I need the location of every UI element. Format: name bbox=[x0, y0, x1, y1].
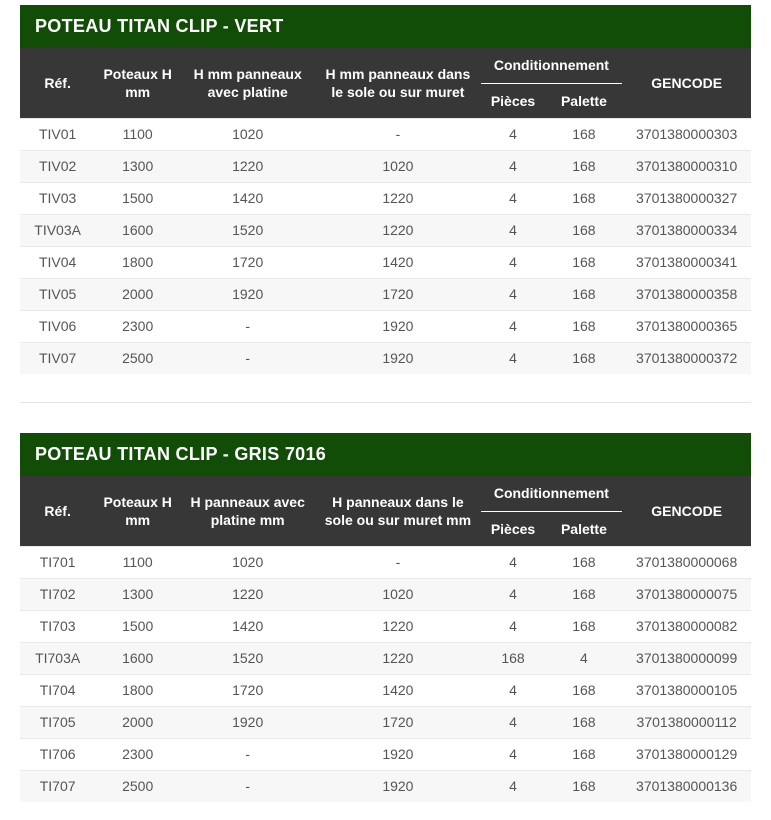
cell-poteaux-h: 1100 bbox=[122, 126, 153, 142]
cell-panneaux-sole: 1220 bbox=[382, 222, 414, 238]
cell-ref: TI707 bbox=[39, 778, 76, 795]
cell-poteaux-h: 1300 bbox=[122, 586, 154, 602]
cell-panneaux-platine: 1520 bbox=[232, 650, 264, 666]
cell-pieces: 4 bbox=[509, 318, 517, 334]
cell-palette: 168 bbox=[572, 778, 596, 795]
cell-palette: 168 bbox=[572, 126, 596, 142]
table-row bbox=[20, 642, 751, 674]
cell-pieces: 4 bbox=[509, 190, 517, 206]
cell-poteaux-h: 1800 bbox=[122, 254, 154, 270]
column-header-panneaux-sole: H mm panneaux dans le sole ou sur muret bbox=[315, 48, 480, 118]
cell-gencode: 3701380000068 bbox=[636, 554, 738, 570]
table-row bbox=[20, 214, 751, 246]
cell-palette: 168 bbox=[572, 682, 596, 698]
cell-pieces: 4 bbox=[509, 586, 517, 602]
table-body bbox=[20, 546, 751, 802]
table-row bbox=[20, 706, 751, 738]
cell-ref: TI701 bbox=[39, 554, 76, 570]
column-header-panneaux-platine: H mm panneaux avec platine bbox=[180, 48, 315, 118]
cell-panneaux-sole: 1920 bbox=[382, 350, 414, 367]
cell-poteaux-h: 1500 bbox=[122, 618, 154, 634]
table-body bbox=[20, 118, 751, 374]
cell-panneaux-platine: 1420 bbox=[232, 190, 264, 206]
cell-palette: 168 bbox=[572, 350, 596, 367]
cell-pieces: 4 bbox=[509, 158, 517, 174]
cell-panneaux-sole: - bbox=[395, 554, 401, 570]
cell-panneaux-platine: 1920 bbox=[232, 286, 264, 302]
column-header-gencode: GENCODE bbox=[622, 476, 751, 546]
cell-gencode: 3701380000334 bbox=[636, 222, 738, 238]
cell-ref: TIV05 bbox=[38, 286, 77, 302]
cell-gencode: 3701380000310 bbox=[636, 158, 738, 174]
cell-palette: 168 bbox=[572, 222, 596, 238]
table-row bbox=[20, 150, 751, 182]
cell-palette: 168 bbox=[572, 318, 596, 334]
cell-panneaux-platine: 1720 bbox=[232, 254, 264, 270]
cell-panneaux-platine: - bbox=[245, 318, 251, 334]
cell-gencode: 3701380000327 bbox=[636, 190, 738, 206]
column-header-gencode: GENCODE bbox=[622, 48, 751, 118]
cell-ref: TIV07 bbox=[38, 350, 77, 367]
column-header-conditionnement: Conditionnement bbox=[481, 476, 623, 511]
cell-gencode: 3701380000105 bbox=[636, 682, 738, 698]
cell-ref: TIV04 bbox=[38, 254, 77, 270]
cell-gencode: 3701380000082 bbox=[636, 618, 738, 634]
cell-palette: 168 bbox=[572, 618, 596, 634]
cell-gencode: 3701380000099 bbox=[636, 650, 738, 666]
cell-panneaux-sole: - bbox=[395, 126, 401, 142]
column-header-poteaux-h: Poteaux H mm bbox=[95, 48, 180, 118]
cell-poteaux-h: 1100 bbox=[122, 554, 153, 570]
cell-panneaux-platine: 1520 bbox=[232, 222, 264, 238]
cell-panneaux-platine: 1220 bbox=[232, 158, 264, 174]
cell-palette: 168 bbox=[572, 714, 596, 730]
cell-ref: TI703A bbox=[35, 650, 81, 666]
spec-table-gris-7016 bbox=[20, 476, 751, 802]
cell-ref: TI705 bbox=[39, 714, 76, 730]
cell-gencode: 3701380000303 bbox=[636, 126, 738, 142]
column-header-poteaux-h: Poteaux H mm bbox=[95, 476, 180, 546]
cell-panneaux-platine: 1920 bbox=[232, 714, 264, 730]
cell-palette: 168 bbox=[572, 286, 596, 302]
cell-palette: 168 bbox=[572, 254, 596, 270]
cell-pieces: 4 bbox=[509, 682, 517, 698]
table-title-gris-7016: POTEAU TITAN CLIP - GRIS 7016 bbox=[20, 433, 751, 476]
cell-panneaux-sole: 1220 bbox=[382, 650, 414, 666]
table-row bbox=[20, 310, 751, 342]
cell-pieces: 4 bbox=[509, 554, 517, 570]
column-header-pieces: Pièces bbox=[481, 83, 546, 118]
column-header-ref: Réf. bbox=[20, 476, 95, 546]
product-table-vert bbox=[20, 5, 751, 374]
column-header-panneaux-platine: H panneaux avec platine mm bbox=[180, 476, 315, 546]
table-row bbox=[20, 246, 751, 278]
cell-gencode: 3701380000341 bbox=[636, 254, 738, 270]
table-row bbox=[20, 546, 751, 578]
column-header-pieces: Pièces bbox=[481, 511, 546, 546]
cell-pieces: 4 bbox=[509, 222, 517, 238]
cell-palette: 168 bbox=[572, 554, 596, 570]
cell-panneaux-platine: 1720 bbox=[232, 682, 264, 698]
cell-pieces: 4 bbox=[509, 254, 517, 270]
cell-panneaux-sole: 1220 bbox=[382, 190, 414, 206]
cell-pieces: 4 bbox=[509, 126, 517, 142]
table-row bbox=[20, 342, 751, 374]
table-row bbox=[20, 610, 751, 642]
table-row bbox=[20, 118, 751, 150]
cell-ref: TIV01 bbox=[38, 126, 77, 142]
cell-ref: TIV03A bbox=[34, 222, 81, 238]
column-header-ref: Réf. bbox=[20, 48, 95, 118]
cell-poteaux-h: 2300 bbox=[122, 746, 154, 762]
cell-panneaux-sole: 1420 bbox=[382, 254, 414, 270]
column-header-conditionnement: Conditionnement bbox=[481, 48, 623, 83]
cell-gencode: 3701380000136 bbox=[636, 778, 738, 795]
cell-panneaux-platine: 1020 bbox=[232, 554, 264, 570]
cell-poteaux-h: 2300 bbox=[122, 318, 154, 334]
table-row bbox=[20, 278, 751, 310]
cell-poteaux-h: 2000 bbox=[122, 286, 154, 302]
cell-pieces: 4 bbox=[509, 778, 517, 795]
product-table-gris-7016 bbox=[20, 433, 751, 802]
cell-pieces: 4 bbox=[509, 286, 517, 302]
cell-panneaux-sole: 1920 bbox=[382, 778, 414, 795]
table-row bbox=[20, 674, 751, 706]
cell-panneaux-sole: 1920 bbox=[382, 746, 414, 762]
cell-ref: TI704 bbox=[39, 682, 76, 698]
cell-panneaux-sole: 1220 bbox=[382, 618, 414, 634]
table-title-vert: POTEAU TITAN CLIP - VERT bbox=[20, 5, 751, 48]
cell-poteaux-h: 1600 bbox=[122, 650, 154, 666]
cell-poteaux-h: 2500 bbox=[122, 778, 154, 795]
cell-pieces: 4 bbox=[509, 618, 517, 634]
cell-panneaux-sole: 1920 bbox=[382, 318, 414, 334]
column-header-palette: Palette bbox=[546, 83, 623, 118]
cell-palette: 168 bbox=[572, 158, 596, 174]
cell-panneaux-platine: - bbox=[245, 746, 251, 762]
cell-poteaux-h: 1300 bbox=[122, 158, 154, 174]
table-row bbox=[20, 578, 751, 610]
cell-pieces: 4 bbox=[509, 714, 517, 730]
cell-ref: TI702 bbox=[39, 586, 76, 602]
cell-ref: TIV03 bbox=[38, 190, 77, 206]
cell-poteaux-h: 2500 bbox=[122, 350, 154, 367]
cell-gencode: 3701380000372 bbox=[636, 350, 738, 367]
header-row-group bbox=[20, 48, 751, 83]
cell-ref: TIV06 bbox=[38, 318, 77, 334]
cell-palette: 168 bbox=[572, 746, 596, 762]
spec-table-vert bbox=[20, 48, 751, 374]
table-header bbox=[20, 48, 751, 118]
cell-gencode: 3701380000129 bbox=[636, 746, 738, 762]
column-header-panneaux-sole: H panneaux dans le sole ou sur muret mm bbox=[315, 476, 480, 546]
cell-gencode: 3701380000358 bbox=[636, 286, 738, 302]
cell-gencode: 3701380000365 bbox=[636, 318, 738, 334]
column-header-palette: Palette bbox=[546, 511, 623, 546]
cell-pieces: 4 bbox=[509, 746, 517, 762]
cell-pieces: 4 bbox=[509, 350, 517, 367]
tables-separator bbox=[20, 402, 751, 403]
cell-palette: 168 bbox=[572, 190, 596, 206]
cell-panneaux-platine: 1020 bbox=[232, 126, 264, 142]
cell-poteaux-h: 1500 bbox=[122, 190, 154, 206]
cell-poteaux-h: 2000 bbox=[122, 714, 154, 730]
table-row bbox=[20, 182, 751, 214]
table-row bbox=[20, 770, 751, 802]
cell-panneaux-sole: 1720 bbox=[382, 714, 414, 730]
cell-panneaux-sole: 1420 bbox=[382, 682, 414, 698]
cell-panneaux-sole: 1720 bbox=[382, 286, 414, 302]
cell-gencode: 3701380000075 bbox=[636, 586, 738, 602]
cell-panneaux-sole: 1020 bbox=[382, 586, 414, 602]
cell-palette: 168 bbox=[572, 586, 596, 602]
table-header bbox=[20, 476, 751, 546]
cell-ref: TI703 bbox=[39, 618, 76, 634]
cell-ref: TIV02 bbox=[38, 158, 77, 174]
cell-ref: TI706 bbox=[39, 746, 76, 762]
header-row-group bbox=[20, 476, 751, 511]
table-row bbox=[20, 738, 751, 770]
cell-palette: 4 bbox=[580, 650, 588, 666]
cell-gencode: 3701380000112 bbox=[636, 714, 737, 730]
cell-panneaux-platine: 1220 bbox=[232, 586, 264, 602]
cell-panneaux-sole: 1020 bbox=[382, 158, 414, 174]
cell-panneaux-platine: 1420 bbox=[232, 618, 264, 634]
cell-poteaux-h: 1800 bbox=[122, 682, 154, 698]
cell-panneaux-platine: - bbox=[245, 778, 251, 795]
cell-panneaux-platine: - bbox=[245, 350, 251, 367]
cell-poteaux-h: 1600 bbox=[122, 222, 154, 238]
cell-pieces: 168 bbox=[501, 650, 525, 666]
